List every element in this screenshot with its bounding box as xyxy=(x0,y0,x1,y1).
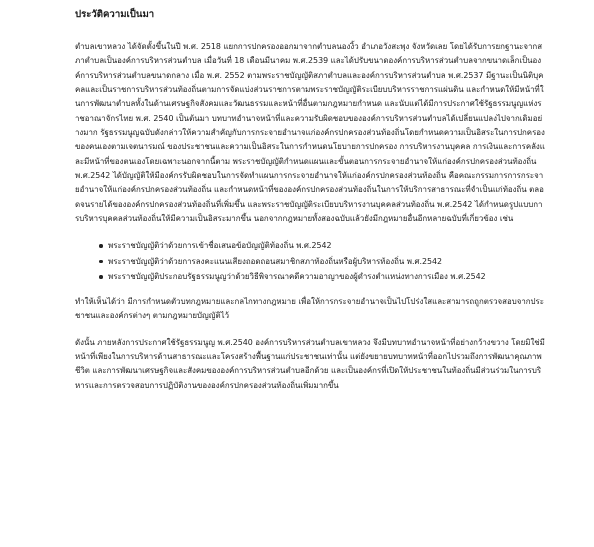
document-page xyxy=(75,8,545,393)
page-heading: ประวัติความเป็นมา xyxy=(75,9,155,20)
closing-paragraph: ดังนั้น ภายหลังการประกาศใช้รัฐธรรมนูญ พ.ศ.2540 องค์การบริหารส่วนตำบลเขาหลวง จึงมีบทบาทอำนาจหน้าที่อย่างกว้างขวาง โดยมิใช่มีหน้าที่เพียงในการบริหารด้านสาธารณะและโครงสร้างพื้นฐานแก่ประชาชนเท่านั้น แต่ยังขยายบทบาทหน้าที่ออกไปรวมถึงการพัฒนาคุณภาพชีวิต และการพัฒนาเศรษฐกิจและสังคมขององค์การบริหารส่วนตำบลอีกด้วย และเป็นองค์กรที่เปิดให้ประชาชนในท้องถิ่นมีส่วนร่วมในการบริหารและการตรวจสอบการปฏิบัติงานขององค์กรปกครองส่วนท้องถิ่นเพิ่มมากขึ้น xyxy=(75,337,545,390)
list-item xyxy=(99,238,545,254)
act-label: พระราชบัญญัติประกอบรัฐธรรมนูญว่าด้วยวิธีพิจารณาคดีความอาญาของผู้ดำรงตำแหน่งทางการเมือง พ.ศ.2542 xyxy=(108,272,486,282)
middle-paragraph: ทำให้เห็นได้ว่า มีการกำหนดตัวบทกฎหมายและกลไกทางกฎหมาย เพื่อให้การกระจายอำนาจเป็นไปโปร่งใสและสามารถถูกตรวจสอบจากประชาชนและองค์กรต่างๆ ตามกฎหมายบัญญัติไว้ xyxy=(75,296,545,321)
bullet-icon xyxy=(99,260,103,264)
act-label: พระราชบัญญัติว่าด้วยการเข้าชื่อเสนอข้อบัญญัติท้องถิ่น พ.ศ.2542 xyxy=(108,241,332,251)
related-acts-list xyxy=(75,238,545,285)
bullet-icon xyxy=(99,275,103,279)
intro-paragraph: ตำบลเขาหลวง ได้จัดตั้งขึ้นในปี พ.ศ. 2518 แยกการปกครองออกมาจากตำบลนองงิ้ว อำเภอวังสะพุง จังหวัดเลย โดยได้รับการยกฐานะจากสภาตำบลเป็นองค์การบริหารส่วนตำบล เมื่อวันที่ 18 เดือนมีนาคม พ.ศ.2539 และได้ปรับขนาดองค์การบริหารส่วนตำบลจากขนาดเล็กเป็นองค์การบริหารส่วนตำบลขนาดกลาง เมื่อ พ.ศ. 2552 ตามพระราชบัญญัติสภาตำบลและองค์การบริหารส่วนตำบล พ.ศ.2537 มีฐานะเป็นนิติบุคคลและเป็นราชการบริหารส่วนท้องถิ่นตามการจัดแบ่งส่วนราชการตามพระราชบัญญัติระเบียบบริหารราชการแผ่นดิน และกำหนดให้มีหน้าที่ในการพัฒนาตำบลทั้งในด้านเศรษฐกิจสังคมและวัฒนธรรมและหน้าที่อื่นตามกฎหมายกำหนด และนับแต่ได้มีการประกาศใช้รัฐธรรมนูญแห่งราชอาณาจักรไทย พ.ศ. 2540 เป็นต้นมา บทบาทอำนาจหน้าที่และความรับผิดชอบขององค์การบริหารส่วนตำบลได้เปลี่ยนแปลงไปจากเดิมอย่างมาก รัฐธรรมนูญฉบับดังกล่าวให้ความสำคัญกับการกระจายอำนาจแก่องค์กรปกครองส่วนท้องถิ่นโดยกำหนดความเป็นอิสระในการปกครองของคนเองตามเจตนารมณ์ ของประชาชนและความเป็นอิสระในการกำหนดนโยบายการปกครอง การบริหารงานบุคคล การเงินและการคลังและมีหน้าที่ของตนเองโดยเฉพาะนอกจากนี้ตาม พระราชบัญญัติกำหนดแผนและขั้นตอนการกระจายอำนาจให้แก่องค์กรปกครองส่วนท้องถิ่น พ.ศ.2542 ได้บัญญัติให้มีองค์กรรับผิดชอบในการจัดทำแผนการกระจายอำนาจให้แก่องค์กรปกครองส่วนท้องถิ่น คือคณะกรรมการการกระจายอำนาจให้แก่องค์กรปกครองส่วนท้องถิ่น และกำหนดหน้าที่ขององค์กรปกครองส่วนท้องถิ่นในการให้บริการสาธารณะที่จำเป็นแก่ท้องถิ่น ตลอดจนรายได้ขององค์กรปกครองส่วนท้องถิ่นที่เพิ่มขึ้น และพระราชบัญญัติระเบียบบริหารงานบุคคลส่วนท้องถิ่น พ.ศ.2542 ได้กำหนดรูปแบบการบริหารบุคคลส่วนท้องถิ่นให้มีความเป็นอิสระมากขึ้น นอกจากกฎหมายทั้งสองฉบับแล้วยังมีกฎหมายอื่นอีกหลายฉบับที่เกี่ยวข้อง เช่น xyxy=(75,42,545,224)
list-item xyxy=(99,254,545,270)
list-item xyxy=(99,269,545,285)
bullet-icon xyxy=(99,244,103,248)
act-label: พระราชบัญญัติว่าด้วยการลงคะแนนเสียงถอดถอนสมาชิกสภาท้องถิ่นหรือผู้บริหารท้องถิ่น พ.ศ.2542 xyxy=(108,256,443,266)
